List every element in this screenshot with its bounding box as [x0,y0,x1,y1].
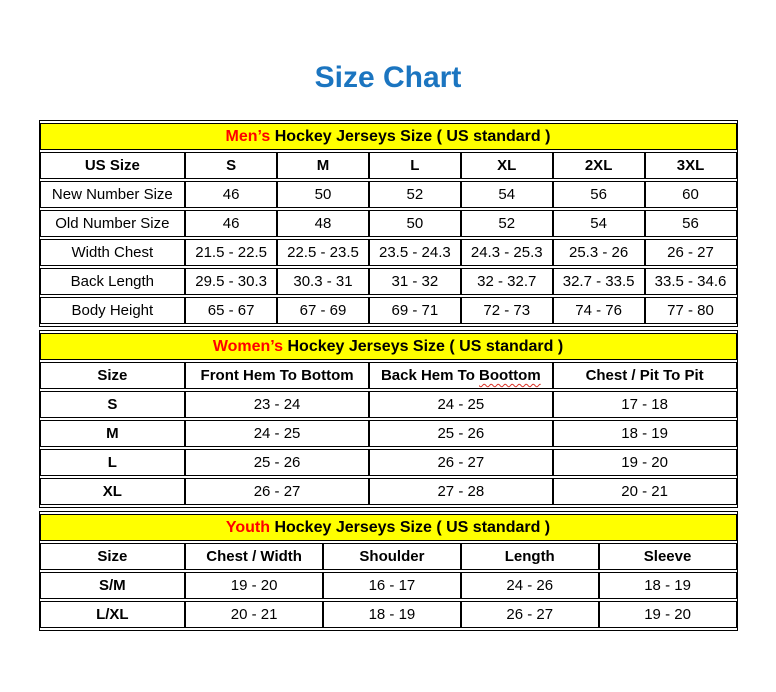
youth-cell: 24 - 26 [461,572,599,599]
womens-section-title-rest: Hockey Jerseys Size ( US standard ) [287,338,564,355]
table-row [40,449,737,476]
womens-section-title-highlight: Women’s [212,338,284,355]
mens-column-header: S [185,152,277,179]
mens-cell: 60 [645,181,737,208]
mens-cell: 56 [553,181,645,208]
mens-cell: 48 [277,210,369,237]
page-title: Size Chart [314,61,462,94]
mens-cell: 31 - 32 [369,268,461,295]
youth-cell: 26 - 27 [461,601,599,628]
table-row [40,478,737,505]
table-row [40,239,737,266]
womens-cell: 24 - 25 [369,391,553,418]
youth-cell: 20 - 21 [185,601,323,628]
youth-row-label: L/XL [40,601,186,628]
table-row [40,420,737,447]
mens-column-header: 2XL [553,152,645,179]
womens-cell: 26 - 27 [369,449,553,476]
mens-column-header: XL [461,152,553,179]
mens-cell: 50 [369,210,461,237]
size-tables-container [39,120,738,631]
mens-cell: 65 - 67 [185,297,277,324]
mens-row-label: New Number Size [40,181,186,208]
womens-misspelled-word: Boottom [479,367,541,384]
mens-header-row [40,152,737,179]
mens-row-label: Width Chest [40,239,186,266]
womens-row-label: S [40,391,186,418]
mens-column-header: M [277,152,369,179]
womens-cell: 25 - 26 [185,449,369,476]
mens-size-table [39,120,738,327]
youth-cell: 18 - 19 [599,572,737,599]
youth-column-header: Size [40,543,186,570]
mens-section-band-row [40,123,737,150]
mens-cell: 54 [461,181,553,208]
womens-column-header: Size [40,362,186,389]
mens-cell: 46 [185,181,277,208]
womens-section-band-row [40,333,737,360]
youth-header-row [40,543,737,570]
mens-cell: 25.3 - 26 [553,239,645,266]
mens-cell: 32.7 - 33.5 [553,268,645,295]
womens-cell: 20 - 21 [553,478,737,505]
mens-cell: 52 [369,181,461,208]
mens-column-header: 3XL [645,152,737,179]
youth-cell: 19 - 20 [185,572,323,599]
mens-cell: 30.3 - 31 [277,268,369,295]
mens-section-title-highlight: Men’s [225,128,271,145]
mens-cell: 21.5 - 22.5 [185,239,277,266]
youth-size-table [39,511,738,631]
womens-cell: 17 - 18 [553,391,737,418]
youth-column-header: Sleeve [599,543,737,570]
mens-section-title-rest: Hockey Jerseys Size ( US standard ) [274,128,551,145]
table-row [40,268,737,295]
mens-column-header: L [369,152,461,179]
youth-section-title [40,514,737,541]
mens-cell: 22.5 - 23.5 [277,239,369,266]
mens-cell: 56 [645,210,737,237]
mens-cell: 69 - 71 [369,297,461,324]
womens-column-header: Chest / Pit To Pit [553,362,737,389]
womens-cell: 25 - 26 [369,420,553,447]
womens-cell: 24 - 25 [185,420,369,447]
youth-cell: 18 - 19 [323,601,461,628]
mens-cell: 72 - 73 [461,297,553,324]
womens-column-header [369,362,553,389]
mens-cell: 32 - 32.7 [461,268,553,295]
table-row [40,391,737,418]
womens-cell: 18 - 19 [553,420,737,447]
mens-cell: 26 - 27 [645,239,737,266]
mens-section-title [40,123,737,150]
mens-table [40,121,737,326]
mens-cell: 46 [185,210,277,237]
mens-row-label: Body Height [40,297,186,324]
womens-row-label: L [40,449,186,476]
womens-row-label: M [40,420,186,447]
womens-cell: 26 - 27 [185,478,369,505]
youth-table [40,512,737,630]
mens-cell: 24.3 - 25.3 [461,239,553,266]
youth-cell: 19 - 20 [599,601,737,628]
womens-cell: 27 - 28 [369,478,553,505]
youth-section-title-rest: Hockey Jerseys Size ( US standard ) [274,519,551,536]
mens-column-header: US Size [40,152,186,179]
youth-column-header: Chest / Width [185,543,323,570]
womens-header-row [40,362,737,389]
womens-size-table [39,330,738,508]
table-row [40,297,737,324]
womens-cell: 23 - 24 [185,391,369,418]
mens-row-label: Old Number Size [40,210,186,237]
youth-column-header: Shoulder [323,543,461,570]
youth-section-band-row [40,514,737,541]
womens-row-label: XL [40,478,186,505]
mens-cell: 74 - 76 [553,297,645,324]
mens-cell: 52 [461,210,553,237]
table-row [40,601,737,628]
mens-cell: 77 - 80 [645,297,737,324]
mens-cell: 23.5 - 24.3 [369,239,461,266]
mens-cell: 33.5 - 34.6 [645,268,737,295]
mens-row-label: Back Length [40,268,186,295]
youth-row-label: S/M [40,572,186,599]
womens-cell: 19 - 20 [553,449,737,476]
mens-cell: 50 [277,181,369,208]
mens-cell: 54 [553,210,645,237]
mens-cell: 29.5 - 30.3 [185,268,277,295]
table-row [40,210,737,237]
womens-section-title [40,333,737,360]
youth-cell: 16 - 17 [323,572,461,599]
youth-column-header: Length [461,543,599,570]
table-row [40,572,737,599]
womens-table [40,331,737,507]
youth-section-title-highlight: Youth [225,519,270,536]
womens-column-header-text: Back Hem To [380,367,480,384]
womens-column-header: Front Hem To Bottom [185,362,369,389]
table-row [40,181,737,208]
mens-cell: 67 - 69 [277,297,369,324]
